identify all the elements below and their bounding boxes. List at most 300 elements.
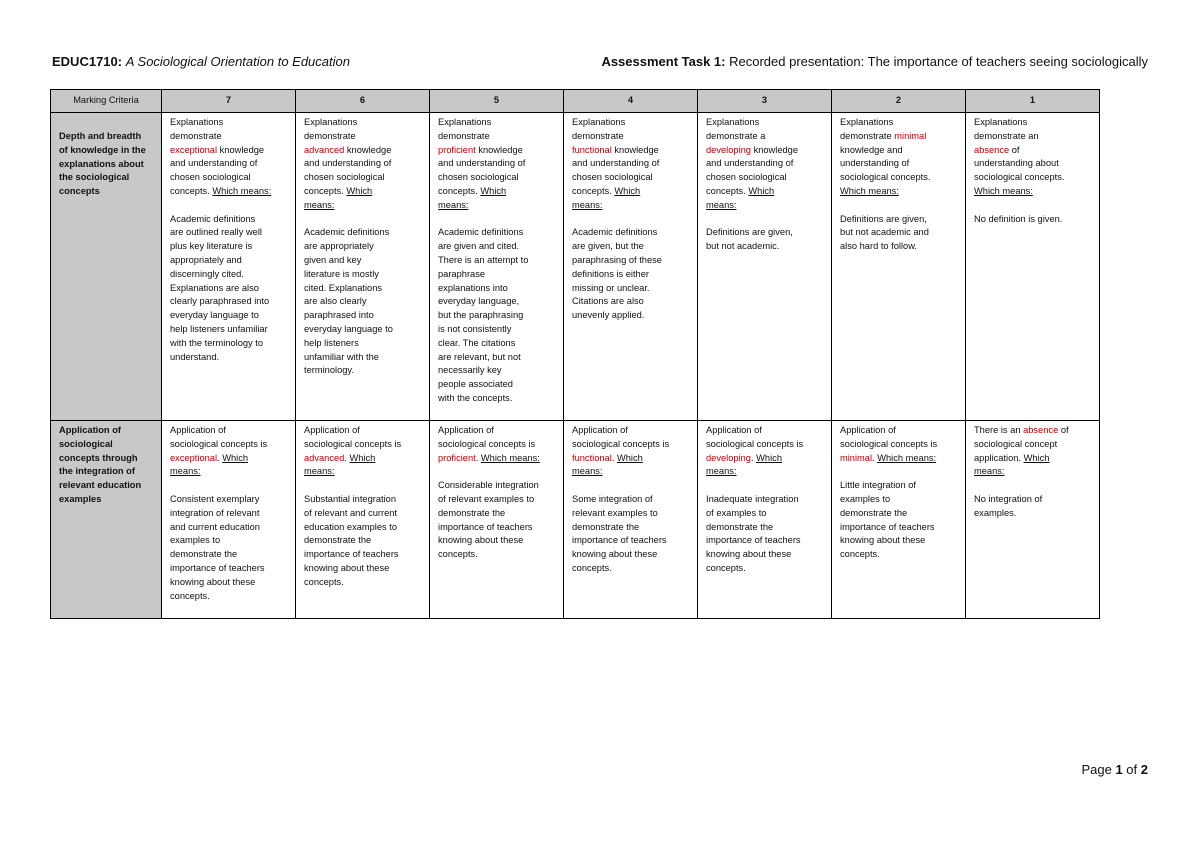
score-header: 5 [430, 90, 564, 113]
descriptor-line [706, 116, 825, 130]
descriptor-text: are outlined really well [170, 227, 262, 238]
descriptor-line [170, 548, 289, 562]
descriptor-line [170, 507, 289, 521]
descriptor-text: sociological concepts. [840, 172, 931, 183]
descriptor-line [572, 452, 691, 466]
descriptor-text: concepts. [170, 590, 210, 601]
descriptor-line [170, 493, 289, 507]
descriptor-line [170, 590, 289, 604]
descriptor-line [706, 240, 825, 254]
descriptor-text: concepts. [572, 562, 612, 573]
descriptor-line [572, 240, 691, 254]
descriptor-line [438, 323, 557, 337]
descriptor-text: knowing about these [438, 535, 524, 546]
descriptor-text: integration of relevant [170, 507, 260, 518]
descriptor-text: Inadequate integration [706, 493, 799, 504]
descriptor-text: Explanations [304, 117, 358, 127]
descriptor-line [304, 534, 423, 548]
descriptor-line [840, 130, 959, 144]
descriptor-text: demonstrate a [706, 130, 766, 141]
descriptor-text: Academic definitions [572, 227, 658, 238]
which-means-label: Which [614, 185, 641, 196]
descriptor-text: everyday language to [304, 323, 393, 334]
descriptor-text: missing or unclear. [572, 282, 650, 293]
descriptor-line [304, 465, 423, 479]
descriptor-text: . [217, 452, 223, 463]
descriptor-line [974, 452, 1093, 466]
descriptor-text: knowing about these [706, 549, 792, 560]
descriptor-line [974, 185, 1093, 199]
descriptor-text: and understanding of [304, 158, 392, 169]
descriptor-text: . [344, 452, 350, 463]
descriptor-text: Application of [572, 425, 628, 435]
descriptor-line [304, 157, 423, 171]
descriptor-line [438, 226, 557, 240]
descriptor-text: demonstrate the [304, 535, 372, 546]
descriptor-text: relevant examples to [572, 507, 658, 518]
descriptor-text: unfamiliar with the [304, 351, 379, 362]
descriptor-line [572, 548, 691, 562]
descriptor-line [304, 282, 423, 296]
descriptor-text: importance of teachers [438, 521, 533, 532]
criterion-line: of knowledge in the [59, 144, 146, 155]
descriptor-text: There is an attempt to [438, 254, 529, 265]
descriptor-line [170, 144, 289, 158]
which-means-label: means: [974, 466, 1005, 477]
descriptor-line [706, 548, 825, 562]
descriptor-line [304, 130, 423, 144]
descriptor-text: Considerable integration [438, 480, 539, 491]
which-means-label: Which means: [974, 185, 1033, 196]
descriptor-cell [966, 113, 1100, 421]
page-total: 2 [1140, 762, 1148, 777]
descriptor-line [438, 548, 557, 562]
descriptor-line [170, 130, 289, 144]
descriptor-text: clearly paraphrased into [170, 296, 270, 307]
which-means-label: means: [706, 199, 737, 210]
descriptor-text: knowledge and [840, 144, 903, 155]
which-means-label: means: [706, 466, 737, 477]
rubric-row-knowledge [51, 113, 1100, 421]
descriptor-line [572, 295, 691, 309]
descriptor-line [974, 493, 1093, 507]
descriptor-line [974, 116, 1093, 130]
blank-line [438, 465, 557, 479]
descriptor-text: paraphrase [438, 268, 486, 279]
descriptor-line [840, 144, 959, 158]
descriptor-line [304, 254, 423, 268]
descriptor-text: Citations are also [572, 296, 644, 307]
descriptor-line [840, 493, 959, 507]
descriptor-line [572, 199, 691, 213]
descriptor-line [572, 157, 691, 171]
descriptor-line [304, 199, 423, 213]
descriptor-text: everyday language, [438, 296, 520, 307]
descriptor-text: Academic definitions [170, 213, 256, 224]
descriptor-text: demonstrate the [706, 521, 774, 532]
rubric-row-application [51, 421, 1100, 619]
descriptor-text: sociological concepts is [438, 438, 536, 449]
level-keyword: developing [706, 452, 751, 463]
descriptor-line [438, 534, 557, 548]
descriptor-line [974, 465, 1093, 479]
descriptor-line [438, 507, 557, 521]
descriptor-line [840, 452, 959, 466]
descriptor-line [572, 438, 691, 452]
descriptor-text: sociological concepts is [840, 438, 938, 449]
descriptor-line [170, 438, 289, 452]
level-keyword: exceptional [170, 144, 218, 155]
page-of: of [1126, 762, 1138, 777]
which-means-label: Which [748, 185, 775, 196]
descriptor-line [840, 534, 959, 548]
criterion-line: Depth and breadth [59, 131, 142, 141]
descriptor-text: and understanding of [572, 158, 660, 169]
descriptor-text: also hard to follow. [840, 241, 918, 252]
descriptor-text: importance of teachers [304, 549, 399, 560]
descriptor-text: knowledge [475, 144, 523, 155]
which-means-label: Which [616, 452, 643, 463]
descriptor-text: literature is mostly [304, 268, 379, 279]
descriptor-text: importance of teachers [706, 535, 801, 546]
descriptor-line [304, 364, 423, 378]
descriptor-line [974, 507, 1093, 521]
descriptor-line [840, 157, 959, 171]
descriptor-text: help listeners [304, 337, 359, 348]
descriptor-line [438, 240, 557, 254]
score-header: 4 [564, 90, 698, 113]
descriptor-line [438, 521, 557, 535]
descriptor-line [170, 576, 289, 590]
descriptor-line [170, 562, 289, 576]
descriptor-text: knowledge [344, 144, 392, 155]
descriptor-line [974, 213, 1093, 227]
descriptor-line [840, 424, 959, 438]
descriptor-line [438, 438, 557, 452]
task-title: Recorded presentation: The importance of teachers seeing sociologically [729, 54, 1148, 69]
descriptor-line [572, 144, 691, 158]
descriptor-text: Little integration of [840, 480, 916, 491]
descriptor-text: Consistent exemplary [170, 493, 260, 504]
level-keyword: advanced [304, 144, 345, 155]
descriptor-text: Definitions are given, [840, 213, 927, 224]
descriptor-line [706, 185, 825, 199]
descriptor-text: sociological concepts is [170, 438, 268, 449]
criterion-line: sociological [59, 438, 113, 449]
descriptor-line [304, 351, 423, 365]
descriptor-line [304, 226, 423, 240]
descriptor-line [438, 493, 557, 507]
which-means-label: means: [170, 466, 201, 477]
descriptor-line [304, 576, 423, 590]
descriptor-line [304, 548, 423, 562]
which-means-label: Which means: [840, 185, 899, 196]
descriptor-line [438, 268, 557, 282]
blank-line [974, 479, 1093, 493]
which-means-label: Which [349, 452, 376, 463]
descriptor-text: are given and cited. [438, 241, 520, 252]
blank-line [974, 199, 1093, 213]
descriptor-line [706, 465, 825, 479]
descriptor-line [974, 171, 1093, 185]
descriptor-text: are also clearly [304, 296, 367, 307]
descriptor-line [572, 424, 691, 438]
descriptor-text: . [475, 452, 481, 463]
blank-line [170, 199, 289, 213]
which-means-label: means: [572, 466, 603, 477]
descriptor-text: knowing about these [170, 576, 256, 587]
which-means-label: means: [304, 199, 335, 210]
descriptor-cell [832, 113, 966, 421]
descriptor-text: but not academic and [840, 227, 929, 238]
descriptor-line [170, 424, 289, 438]
descriptor-text: Explanations [438, 117, 492, 127]
descriptor-text: demonstrate [438, 130, 490, 141]
descriptor-line [170, 351, 289, 365]
score-header: 1 [966, 90, 1100, 113]
descriptor-text: and understanding of [438, 158, 526, 169]
descriptor-text: unevenly applied. [572, 310, 645, 321]
descriptor-line [706, 144, 825, 158]
descriptor-text: demonstrate the [840, 507, 908, 518]
which-means-label: Which means: [480, 452, 540, 463]
descriptor-text: demonstrate [170, 130, 222, 141]
descriptor-line [572, 254, 691, 268]
descriptor-line [572, 521, 691, 535]
descriptor-text: sociological concepts. [974, 172, 1065, 183]
descriptor-line [706, 452, 825, 466]
descriptor-line [170, 116, 289, 130]
descriptor-line [170, 521, 289, 535]
which-means-label: means: [304, 466, 335, 477]
descriptor-text: given and key [304, 254, 362, 265]
descriptor-line [438, 479, 557, 493]
level-keyword: absence [974, 144, 1010, 155]
level-keyword: exceptional [170, 452, 218, 463]
score-header: 3 [698, 90, 832, 113]
descriptor-text: examples. [974, 507, 1017, 518]
descriptor-text: importance of teachers [170, 562, 265, 573]
level-keyword: proficient [438, 452, 476, 463]
descriptor-text: Explanations [706, 117, 760, 127]
which-means-label: Which means: [877, 452, 937, 463]
descriptor-text: discerningly cited. [170, 268, 244, 279]
descriptor-line [706, 521, 825, 535]
which-means-label: Which [1023, 452, 1050, 463]
task-label: Assessment Task 1: [601, 54, 726, 69]
descriptor-text: . [872, 452, 878, 463]
descriptor-line [304, 171, 423, 185]
descriptor-line [170, 534, 289, 548]
descriptor-text: chosen sociological [304, 172, 385, 183]
descriptor-text: concepts. [840, 549, 880, 560]
descriptor-text: chosen sociological [706, 172, 787, 183]
document-header-task [601, 54, 1148, 69]
descriptor-text: help listeners unfamiliar [170, 323, 268, 334]
descriptor-line [706, 438, 825, 452]
descriptor-line [706, 157, 825, 171]
blank-line [572, 213, 691, 227]
level-keyword: advanced [304, 452, 345, 463]
descriptor-text: . [611, 452, 617, 463]
descriptor-text: of relevant and current [304, 507, 398, 518]
descriptor-line [438, 185, 557, 199]
descriptor-line [170, 295, 289, 309]
descriptor-text: are relevant, but not [438, 351, 521, 362]
blank-line [438, 213, 557, 227]
descriptor-line [706, 493, 825, 507]
descriptor-text: Application of [840, 425, 896, 435]
descriptor-cell [966, 421, 1100, 619]
descriptor-text: concepts. [706, 562, 746, 573]
criterion-line: the integration of [59, 466, 135, 477]
descriptor-text: but the paraphrasing [438, 310, 524, 321]
criterion-line: concepts through [59, 452, 138, 463]
descriptor-line [706, 534, 825, 548]
descriptor-line [438, 424, 557, 438]
descriptor-text: concepts. [170, 185, 213, 196]
descriptor-line [304, 268, 423, 282]
level-keyword: proficient [438, 144, 476, 155]
descriptor-line [304, 323, 423, 337]
descriptor-text: understanding of [840, 158, 910, 169]
descriptor-line [706, 171, 825, 185]
descriptor-cell [162, 421, 296, 619]
descriptor-line [438, 130, 557, 144]
descriptor-line [706, 226, 825, 240]
descriptor-line [170, 452, 289, 466]
score-header: 7 [162, 90, 296, 113]
descriptor-cell [430, 113, 564, 421]
descriptor-text: and understanding of [170, 158, 258, 169]
descriptor-line [170, 268, 289, 282]
descriptor-text: demonstrate the [438, 507, 506, 518]
criterion-cell [51, 113, 162, 421]
level-keyword: minimal [840, 452, 873, 463]
descriptor-text: are appropriately [304, 241, 374, 252]
which-means-label: Which [222, 452, 249, 463]
descriptor-line [974, 438, 1093, 452]
descriptor-text: necessarily key [438, 365, 502, 376]
descriptor-line [438, 199, 557, 213]
descriptor-text: No integration of [974, 493, 1043, 504]
score-header: 2 [832, 90, 966, 113]
descriptor-line [170, 171, 289, 185]
rubric-header-row [51, 90, 1100, 113]
descriptor-cell [162, 113, 296, 421]
descriptor-text: No definition is given. [974, 213, 1063, 224]
descriptor-line [572, 185, 691, 199]
criteria-column-header: Marking Criteria [51, 90, 162, 113]
descriptor-text: of [1009, 144, 1020, 155]
descriptor-line [438, 282, 557, 296]
descriptor-line [304, 116, 423, 130]
descriptor-text: concepts. [304, 576, 344, 587]
descriptor-cell [296, 421, 430, 619]
descriptor-line [438, 116, 557, 130]
descriptor-line [170, 157, 289, 171]
descriptor-cell [296, 113, 430, 421]
descriptor-line [572, 130, 691, 144]
descriptor-text: knowledge [217, 144, 265, 155]
descriptor-line [706, 130, 825, 144]
descriptor-text: with the terminology to [170, 337, 264, 348]
criterion-line: explanations about [59, 158, 144, 169]
descriptor-text: Some integration of [572, 493, 653, 504]
descriptor-text: demonstrate the [572, 521, 640, 532]
descriptor-line [572, 493, 691, 507]
descriptor-text: demonstrate the [170, 549, 238, 560]
descriptor-text: Application of [304, 425, 360, 435]
blank-line [840, 199, 959, 213]
descriptor-line [572, 534, 691, 548]
page-word: Page [1081, 762, 1112, 777]
descriptor-text: concepts. [438, 549, 478, 560]
descriptor-text: concepts. [438, 185, 481, 196]
descriptor-text: explanations into [438, 282, 508, 293]
descriptor-text: is not consistently [438, 323, 512, 334]
descriptor-text: knowing about these [840, 535, 926, 546]
descriptor-text: importance of teachers [840, 521, 935, 532]
descriptor-line [438, 295, 557, 309]
descriptor-line [438, 364, 557, 378]
descriptor-line [572, 268, 691, 282]
descriptor-line [572, 562, 691, 576]
descriptor-text: chosen sociological [438, 172, 519, 183]
descriptor-line [572, 282, 691, 296]
descriptor-cell [430, 421, 564, 619]
descriptor-line [170, 465, 289, 479]
descriptor-text: . [750, 452, 757, 463]
descriptor-text: Academic definitions [438, 227, 524, 238]
page-number [1081, 762, 1148, 777]
descriptor-text: understand. [170, 351, 220, 362]
descriptor-line [170, 254, 289, 268]
descriptor-text: plus key literature is [170, 241, 253, 252]
descriptor-text: paraphrasing of these [572, 254, 662, 265]
criterion-line: examples [59, 493, 102, 504]
descriptor-text: sociological concepts is [304, 438, 402, 449]
descriptor-line [572, 171, 691, 185]
descriptor-line [170, 213, 289, 227]
level-keyword: developing [706, 144, 751, 155]
descriptor-text: concepts. [304, 185, 347, 196]
descriptor-text: clear. The citations [438, 337, 516, 348]
descriptor-line [170, 309, 289, 323]
descriptor-line [304, 185, 423, 199]
descriptor-line [840, 240, 959, 254]
descriptor-line [840, 171, 959, 185]
descriptor-text: demonstrate an [974, 130, 1039, 141]
descriptor-text: Explanations [572, 117, 626, 127]
descriptor-line [438, 309, 557, 323]
marking-rubric-table [50, 89, 1100, 619]
descriptor-text: knowing about these [572, 549, 658, 560]
descriptor-line [840, 185, 959, 199]
descriptor-line [974, 130, 1093, 144]
descriptor-cell [698, 421, 832, 619]
page-current: 1 [1115, 762, 1123, 777]
descriptor-line [304, 452, 423, 466]
descriptor-text: Substantial integration [304, 493, 396, 504]
descriptor-line [304, 562, 423, 576]
descriptor-text: and current education [170, 521, 260, 532]
descriptor-line [840, 507, 959, 521]
descriptor-line [706, 562, 825, 576]
descriptor-text: sociological concepts is [706, 438, 804, 449]
course-title: A Sociological Orientation to Education [125, 54, 350, 69]
descriptor-line [840, 226, 959, 240]
